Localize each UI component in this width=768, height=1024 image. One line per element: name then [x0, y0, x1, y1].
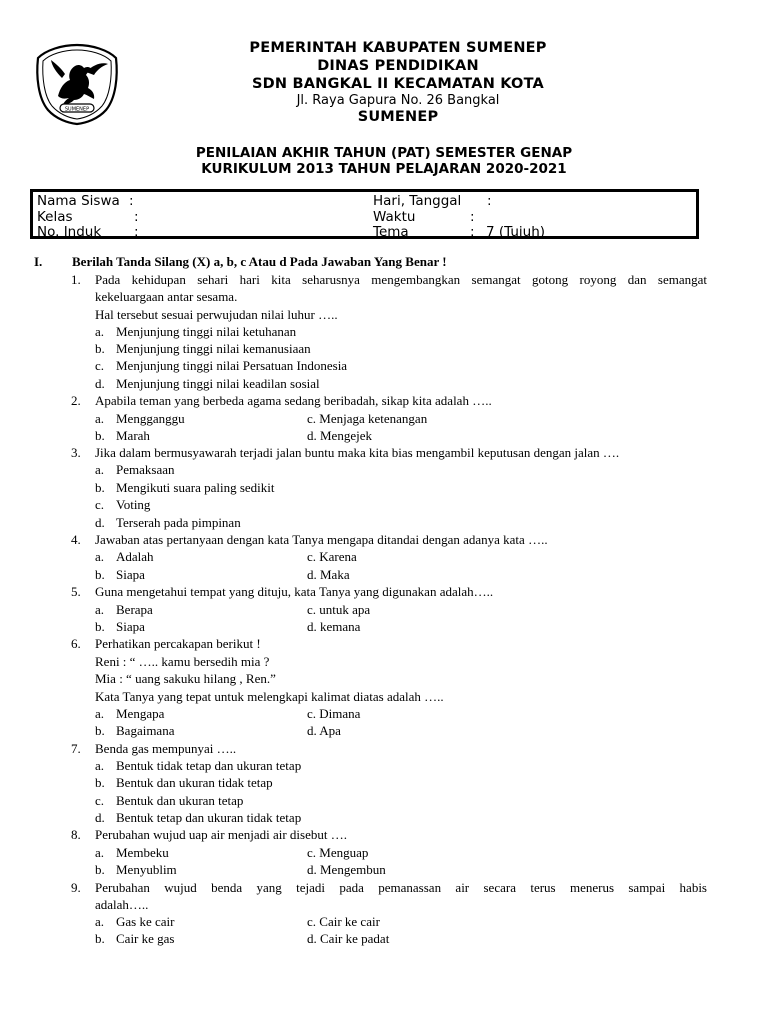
option-text: c. Menjaga ketenangan — [307, 411, 428, 426]
option-text: Mengapa — [116, 706, 165, 721]
option-label: b. — [95, 619, 105, 634]
question-text: Guna mengetahui tempat yang dituju, kata Tanya yang digunakan adalah….. — [95, 584, 494, 599]
option-text: Gas ke cair — [116, 914, 175, 929]
option-label: c. — [95, 793, 105, 808]
option-text: Menjunjung tinggi nilai ketuhanan — [116, 324, 297, 339]
option-label: b. — [95, 931, 105, 946]
logo-banner-text: SUMENEP — [64, 106, 90, 113]
option-label: a. — [95, 549, 105, 564]
option-label: a. — [95, 324, 105, 339]
option-text: c. Cair ke cair — [307, 914, 380, 929]
option-label: b. — [95, 723, 105, 738]
question-number: 4. — [71, 532, 81, 547]
question-text: Pada kehidupan sehari hari kita seharusnya mengembangkan semangat gotong royong dan semangat — [95, 272, 707, 287]
option-text: Membeku — [116, 845, 169, 860]
option-text: c. Karena — [307, 549, 357, 564]
option-text: d. Mengembun — [307, 862, 386, 877]
question-text: Benda gas mempunyai ….. — [95, 741, 237, 756]
question-number: 9. — [71, 880, 81, 895]
id-colon: : — [134, 224, 139, 240]
option-label: c. — [95, 358, 105, 373]
option-label: a. — [95, 845, 105, 860]
option-text: Voting — [116, 497, 151, 512]
question-text: Kata Tanya yang tepat untuk melengkapi kalimat diatas adalah ….. — [95, 689, 444, 704]
theme-label: Tema — [373, 224, 409, 240]
option-text: d. Apa — [307, 723, 341, 738]
option-text: d. Mengejek — [307, 428, 372, 443]
exam-title — [120, 146, 648, 177]
question-number: 5. — [71, 584, 81, 599]
option-label: b. — [95, 862, 105, 877]
id-label: No. Induk — [37, 224, 102, 240]
option-label: c. — [95, 497, 105, 512]
option-text: Cair ke gas — [116, 931, 175, 946]
option-text: c. Dimana — [307, 706, 361, 721]
letterhead-department: DINAS PENDIDIKAN — [317, 58, 479, 74]
exam-title-line-2: KURIKULUM 2013 TAHUN PELAJARAN 2020-2021 — [201, 160, 567, 177]
question-text: Jawaban atas pertanyaan dengan kata Tanya mengapa ditandai dengan adanya kata ….. — [95, 532, 548, 547]
question-text: Hal tersebut sesuai perwujudan nilai luhur ….. — [95, 307, 338, 322]
section-instruction: Berilah Tanda Silang (X) a, b, c Atau d Pada Jawaban Yang Benar ! — [72, 254, 447, 269]
option-label: a. — [95, 411, 105, 426]
option-text: Pemaksaan — [116, 462, 175, 477]
option-label: d. — [95, 810, 105, 825]
option-label: a. — [95, 706, 105, 721]
option-text: Mengganggu — [116, 411, 185, 426]
option-label: b. — [95, 341, 105, 356]
option-label: b. — [95, 775, 105, 790]
exam-title-line-1: PENILAIAN AKHIR TAHUN (PAT) SEMESTER GENAP — [195, 145, 573, 161]
theme-value: 7 (Tujuh) — [486, 224, 546, 240]
day-colon: : — [487, 193, 492, 209]
question-text: adalah….. — [95, 897, 149, 912]
option-text: Terserah pada pimpinan — [116, 515, 241, 530]
question-number: 1. — [71, 272, 81, 287]
question-text: kekeluargaan antar sesama. — [95, 289, 238, 304]
option-text: Bentuk tetap dan ukuran tidak tetap — [116, 810, 302, 825]
option-text: d. Maka — [307, 567, 350, 582]
letterhead-government: PEMERINTAH KABUPATEN SUMENEP — [249, 40, 547, 56]
section-number: I. — [34, 254, 43, 269]
option-text: Menjunjung tinggi nilai keadilan sosial — [116, 376, 320, 391]
question-text: Reni : “ ….. kamu bersedih mia ? — [95, 654, 270, 669]
day-label: Hari, Tanggal — [373, 193, 462, 209]
letterhead-address: Jl. Raya Gapura No. 26 Bangkal — [296, 93, 500, 108]
option-label: d. — [95, 376, 105, 391]
class-label: Kelas — [37, 209, 73, 225]
letterhead-school: SDN BANGKAL II KECAMATAN KOTA — [252, 76, 544, 92]
student-info-box — [30, 189, 699, 239]
question-text: Mia : “ uang sakuku hilang , Ren.” — [95, 671, 276, 686]
option-text: Marah — [116, 428, 150, 443]
option-text: c. Menguap — [307, 845, 369, 860]
option-text: Menjunjung tinggi nilai Persatuan Indonesia — [116, 358, 348, 373]
letterhead — [150, 39, 646, 126]
option-text: d. kemana — [307, 619, 361, 634]
option-text: Adalah — [116, 549, 154, 564]
time-colon: : — [470, 209, 475, 225]
option-text: d. Cair ke padat — [307, 931, 390, 946]
question-text: Perhatikan percakapan berikut ! — [95, 636, 261, 651]
question-text: Perubahan wujud uap air menjadi air disebut …. — [95, 827, 347, 842]
question-text: Jika dalam bermusyawarah terjadi jalan buntu maka kita bias mengambil keputusan dengan jalan …. — [95, 445, 620, 460]
question-number: 6. — [71, 636, 81, 651]
option-text: Berapa — [116, 602, 153, 617]
option-text: Bentuk tidak tetap dan ukuran tetap — [116, 758, 302, 773]
question-number: 7. — [71, 741, 81, 756]
option-label: a. — [95, 602, 105, 617]
option-text: Bentuk dan ukuran tetap — [116, 793, 244, 808]
option-text: Mengikuti suara paling sedikit — [116, 480, 275, 495]
option-label: d. — [95, 515, 105, 530]
class-colon: : — [134, 209, 139, 225]
option-label: a. — [95, 758, 105, 773]
option-text: Siapa — [116, 619, 145, 634]
regency-emblem-logo — [34, 42, 120, 126]
question-text: Perubahan wujud benda yang tejadi pada pemanassan air secara terus menerus sampai habis — [95, 880, 707, 895]
option-label: b. — [95, 567, 105, 582]
option-label: a. — [95, 462, 105, 477]
option-text: Bentuk dan ukuran tidak tetap — [116, 775, 273, 790]
option-label: a. — [95, 914, 105, 929]
option-text: Menyublim — [116, 862, 177, 877]
option-label: b. — [95, 480, 105, 495]
option-text: Menjunjung tinggi nilai kemanusiaan — [116, 341, 311, 356]
name-colon: : — [129, 193, 134, 209]
letterhead-city: SUMENEP — [357, 109, 439, 125]
question-number: 8. — [71, 827, 81, 842]
question-number: 3. — [71, 445, 81, 460]
name-label: Nama Siswa — [37, 193, 120, 209]
option-text: Siapa — [116, 567, 145, 582]
time-label: Waktu — [373, 209, 416, 225]
option-text: Bagaimana — [116, 723, 175, 738]
question-number: 2. — [71, 393, 81, 408]
question-text: Apabila teman yang berbeda agama sedang beribadah, sikap kita adalah ….. — [95, 393, 492, 408]
option-text: c. untuk apa — [307, 602, 371, 617]
theme-colon: : — [470, 224, 475, 240]
option-label: b. — [95, 428, 105, 443]
